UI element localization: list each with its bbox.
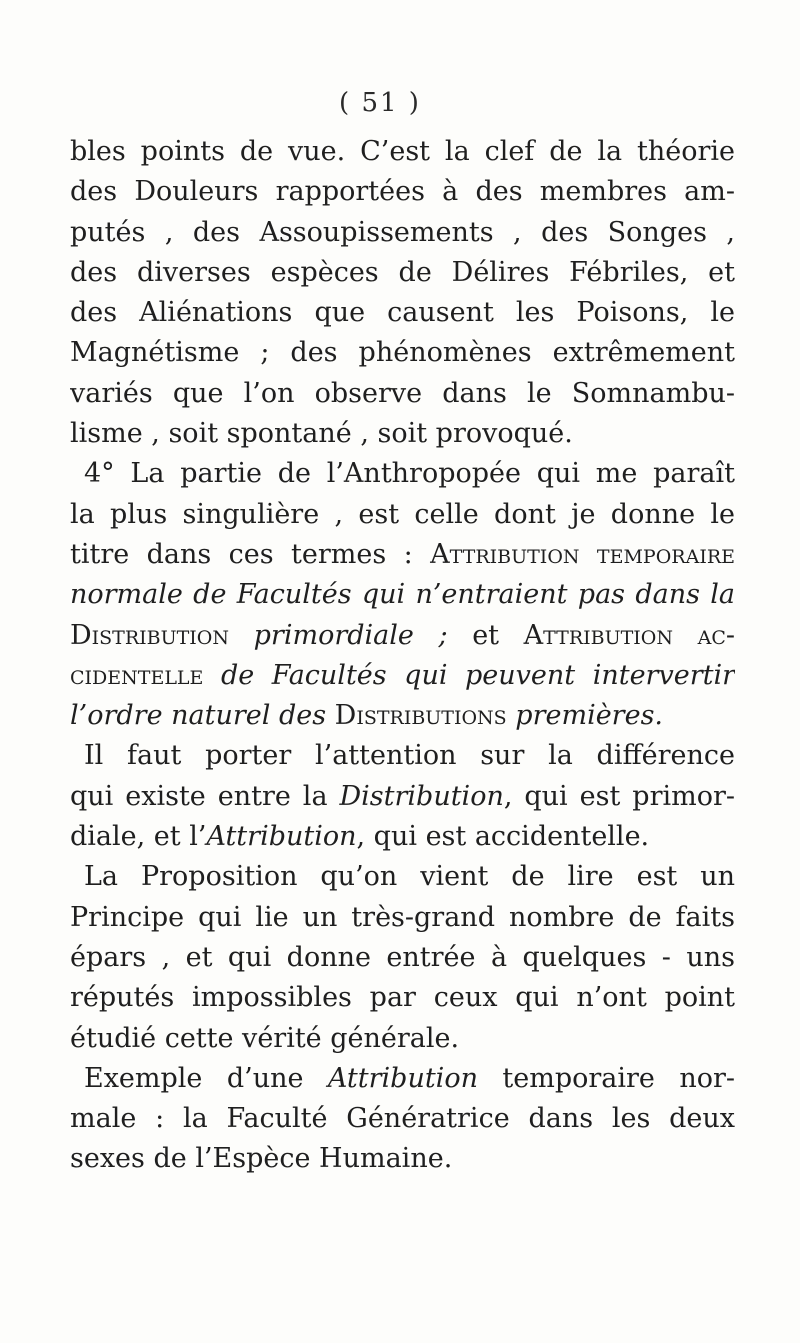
- text-segment: normale de Facultés qui n’entraient pas dans la: [70, 579, 735, 611]
- text-segment: putés , des Assoupissements , des Songes ,: [70, 216, 735, 248]
- text-segment: , qui est accidentelle.: [356, 821, 650, 853]
- text-segment: des Aliénations que causent les Poisons, le: [70, 297, 735, 329]
- text-line: [70, 898, 735, 938]
- text-segment: primordiale ;: [253, 619, 448, 651]
- text-segment: épars , et qui donne entrée à quelques - uns: [70, 941, 735, 973]
- text-line: [70, 656, 735, 696]
- text-segment: qui existe entre la: [70, 780, 340, 812]
- text-segment: Principe qui lie un très-grand nombre de faits: [70, 901, 735, 933]
- text-segment: [326, 700, 335, 731]
- text-line: [70, 1019, 735, 1059]
- text-segment: titre dans ces termes :: [70, 538, 431, 570]
- text-segment: l’ordre naturel des: [70, 700, 327, 732]
- text-line: [70, 736, 735, 776]
- text-line: [70, 495, 735, 535]
- text-line: [70, 374, 735, 414]
- text-segment: Attribution: [327, 1062, 478, 1094]
- text-line: [70, 132, 735, 172]
- text-line: [70, 978, 735, 1018]
- text-line: [70, 777, 735, 817]
- text-line: [70, 253, 735, 293]
- text-segment: sexes de l’Espèce Humaine.: [70, 1143, 453, 1175]
- text-segment: temporaire nor-: [477, 1062, 735, 1094]
- text-segment: 4° La partie de l’Anthropopée qui me paraît: [84, 458, 735, 490]
- text-segment: cidentelle: [70, 659, 204, 691]
- page-number: ( 51 ): [339, 88, 421, 118]
- text-segment: diale, et l’: [70, 821, 207, 853]
- text-line: [70, 1059, 735, 1099]
- text-line: [70, 696, 735, 736]
- text-segment: réputés impossibles par ceux qui n’ont point: [70, 982, 735, 1014]
- text-segment: la plus singulière , est celle dont je donne le: [70, 498, 735, 530]
- text-segment: étudié cette vérité générale.: [70, 1022, 460, 1054]
- body-text: [70, 132, 735, 1180]
- text-segment: bles points de vue. C’est la clef de la théorie: [70, 136, 735, 167]
- text-segment: Il faut porter l’attention sur la différence: [84, 740, 735, 772]
- text-segment: Distributions: [334, 700, 507, 732]
- text-segment: des diverses espèces de Délires Fébriles, et: [70, 256, 735, 288]
- text-line: [70, 1099, 735, 1139]
- text-segment: lisme , soit spontané , soit provoqué.: [70, 418, 573, 450]
- text-line: [70, 938, 735, 978]
- text-segment: premières.: [515, 700, 664, 732]
- text-segment: [507, 700, 516, 731]
- text-line: [70, 414, 735, 454]
- text-line: [70, 172, 735, 212]
- text-segment: et: [447, 619, 524, 651]
- text-line: [70, 213, 735, 253]
- text-segment: male : la Faculté Génératrice dans les deux: [70, 1103, 735, 1135]
- text-segment: [229, 620, 254, 651]
- text-segment: Attribution: [206, 821, 357, 853]
- text-segment: Exemple d’une: [84, 1062, 328, 1094]
- text-segment: Attribution ac-: [523, 619, 735, 651]
- text-segment: Distribution: [339, 780, 504, 812]
- text-line: [70, 333, 735, 373]
- text-line: [70, 454, 735, 494]
- text-line: [70, 616, 735, 656]
- text-segment: Attribution temporaire: [430, 538, 735, 570]
- text-segment: de Facultés qui peuvent intervertir: [220, 659, 735, 691]
- text-line: [70, 293, 735, 333]
- text-segment: La Proposition qu’on vient de lire est un: [84, 861, 735, 893]
- text-segment: des Douleurs rapportées à des membres am-: [70, 176, 735, 208]
- text-segment: , qui est primor-: [503, 780, 735, 812]
- text-line: [70, 817, 735, 857]
- text-segment: [203, 660, 221, 691]
- text-segment: Magnétisme ; des phénomènes extrêmement: [70, 337, 735, 369]
- text-segment: variés que l’on observe dans le Somnambu-: [70, 377, 735, 409]
- text-line: [70, 535, 735, 575]
- text-line: [70, 1139, 735, 1179]
- text-line: [70, 575, 735, 615]
- text-line: [70, 857, 735, 897]
- text-segment: Distribution: [70, 619, 230, 651]
